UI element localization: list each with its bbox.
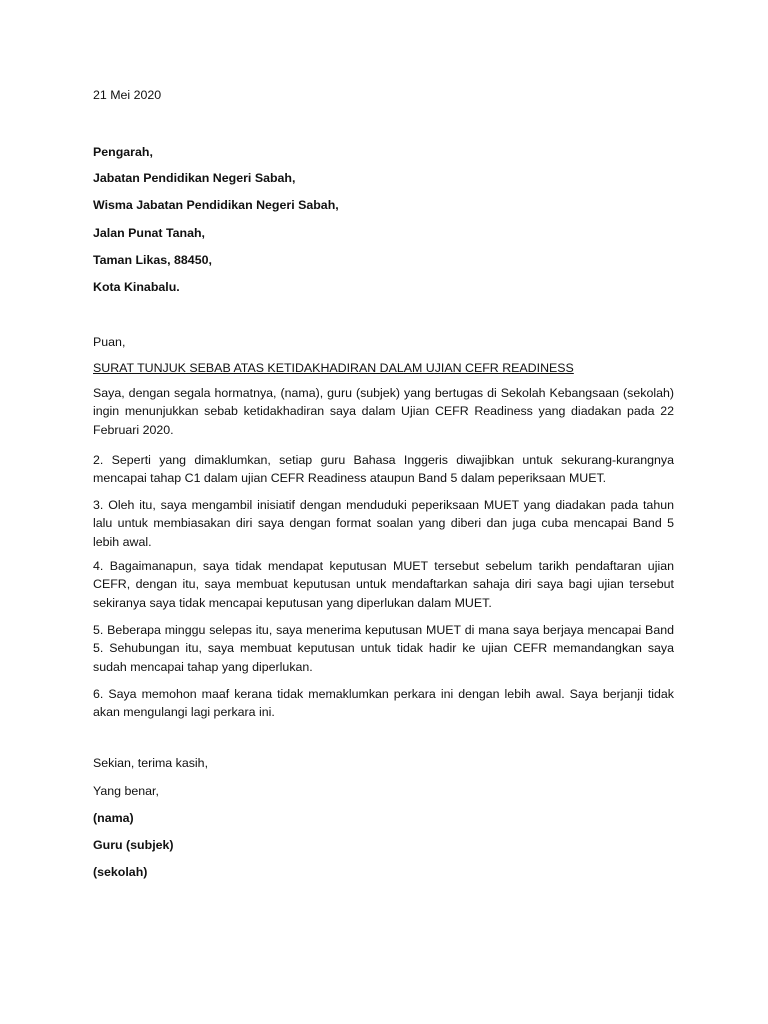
signer-school: (sekolah) [93, 865, 148, 879]
closing-thanks: Sekian, terima kasih, [93, 756, 209, 770]
paragraph: 2. Seperti yang dimaklumkan, setiap guru Bahasa Inggeris diwajibkan untuk sekurang-kurangnya mencapai tahap C1 dalam ujian CEFR Readiness ataupun Band 5 dalam peperiksaan MUET. [93, 453, 674, 486]
paragraph: Saya, dengan segala hormatnya, (nama), guru (subjek) yang bertugas di Sekolah Kebangsaan (sekolah) ingin menunjukkan sebab ketidakhadiran saya dalam Ujian CEFR Readiness yang diadakan pada 22 Februari 2020. [93, 386, 674, 437]
recipient-address-line: Jalan Punat Tanah, [93, 226, 205, 240]
paragraph: 5. Beberapa minggu selepas itu, saya menerima keputusan MUET di mana saya berjaya mencapai Band 5. Sehubungan itu, saya membuat keputusan untuk tidak hadir ke ujian CEFR memandangkan saya sudah mencapai tahap yang diperlukan. [93, 623, 674, 674]
signer-position: Guru (subjek) [93, 838, 174, 852]
paragraph: 6. Saya memohon maaf kerana tidak memaklumkan perkara ini dengan lebih awal. Saya berjanji tidak akan mengulangi lagi perkara ini. [93, 687, 674, 720]
recipient-address-line: Taman Likas, 88450, [93, 253, 212, 267]
recipient-title: Pengarah, [93, 145, 153, 159]
paragraph: 4. Bagaimanapun, saya tidak mendapat keputusan MUET tersebut sebelum tarikh pendaftaran ujian CEFR, dengan itu, saya membuat keputusan untuk mendaftarkan sahaja diri saya bagi ujian tersebut sekiranya saya tidak mencapai keputusan yang diperlukan dalam MUET. [93, 559, 674, 610]
recipient-address-line: Jabatan Pendidikan Negeri Sabah, [93, 171, 296, 185]
letter-date: 21 Mei 2020 [93, 88, 162, 102]
salutation: Puan, [93, 335, 126, 349]
signer-name: (nama) [93, 811, 134, 825]
letter-subject: SURAT TUNJUK SEBAB ATAS KETIDAKHADIRAN DALAM UJIAN CEFR READINESS [93, 361, 574, 375]
recipient-address-line: Wisma Jabatan Pendidikan Negeri Sabah, [93, 198, 339, 212]
paragraph: 3. Oleh itu, saya mengambil inisiatif dengan menduduki peperiksaan MUET yang diadakan pada tahun lalu untuk membiasakan diri saya dengan format soalan yang diberi dan juga cuba mencapai Band 5 lebih awal. [93, 498, 674, 549]
recipient-address-line: Kota Kinabalu. [93, 280, 180, 294]
closing-sign-off: Yang benar, [93, 784, 159, 798]
